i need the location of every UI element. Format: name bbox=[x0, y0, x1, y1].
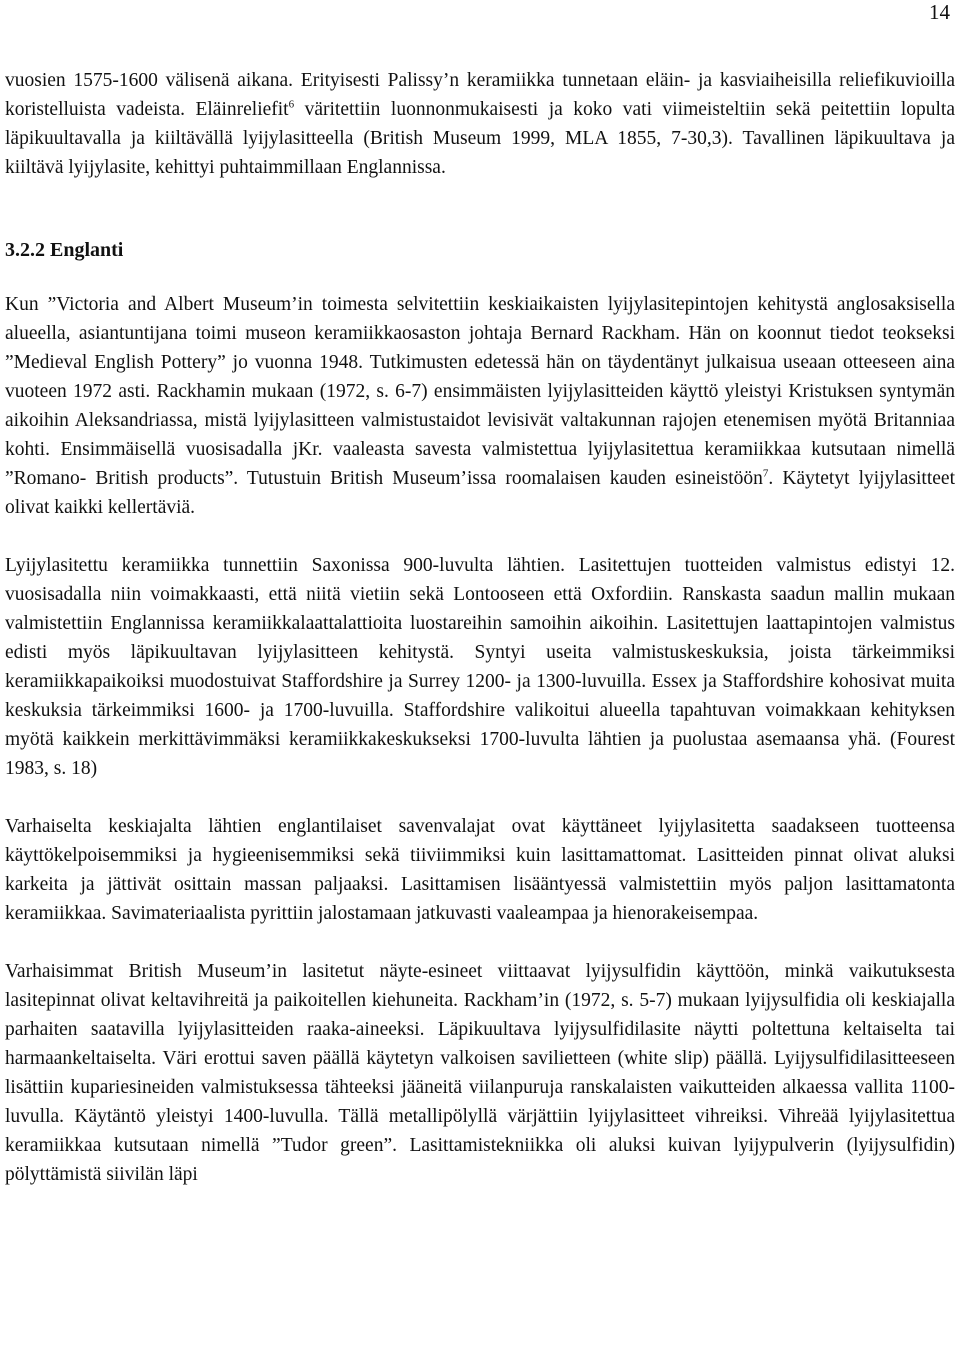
paragraph-palissy bbox=[5, 66, 955, 182]
document-body bbox=[5, 66, 955, 1189]
paragraph-text: Kun ”Victoria and Albert Museum’in toimesta selvitettiin keskiaikaisten lyijylasitepintojen kehitystä anglosaksisella alueella, asiantuntijana toimi museon keramiikkaosaston johtaja Bernard Rackham. Hän on koonnut tiedot teokseksi ”Medieval English Pottery” jo vuonna 1948. Tutkimusten edetessä hän on täydentänyt julkaisua useaan otteeseen aina vuoteen 1972 asti. Rackhamin mukaan (1972, s. 6-7) ensimmäisten lyijylasitteiden käyttö yleistyi Kristuksen syntymän aikoihin Aleksandriassa, mistä lyijylasitteen valmistustaidot levisivät valtakunnan rajojen etenemisen myötä Britanniaa kohti. Ensimmäisellä vuosisadalla jKr. vaaleasta savesta valmistettua lyijylasitettua keramiikkaa kutsutaan nimellä ”Romano- British products”. Tutustuin British Museum’issa roomalaisen kauden esineistöön bbox=[5, 294, 955, 489]
footnote-ref-6: 6 bbox=[288, 98, 295, 111]
footnote-ref-7: 7 bbox=[762, 467, 769, 480]
paragraph-text: vuosien 1575-1600 välisenä aikana. Erityisesti Palissy’n keramiikka tunnetaan eläin- ja kasviaiheisilla reliefikuvioilla koristelluista vadeista. Eläinreliefit bbox=[5, 70, 955, 120]
paragraph-saxon: Lyijylasitettu keramiikka tunnettiin Saxonissa 900-luvulta lähtien. Lasitettujen tuotteiden valmistus edistyi 12. vuosisadalla niin voimakkaasti, että niitä vietiin sekä Lontooseen että Oxfordiin. Ranskasta saadun mallin mukaan valmistettiin Englannissa keramiikkalaattalattioita luostareihin samoihin aikoihin. Lasitettujen laattapintojen valmistus edisti myös läpikuultavan lyijylasitteen kehitystä. Syntyi useita valmistuskeskuksia, joista tärkeimmiksi keramiikkapaikoiksi muodostuivat Staffordshire ja Surrey 1200- ja 1300-luvuilla. Essex ja Staffordshire kohosivat muita keskuksia tärkeimmiksi 1600- ja 1700-luvuilla. Staffordshire valikoitui alueella tapahtuvan voimakkaan kehityksen myötä kaikkein merkittävimmäksi keramiikkakeskukseksi 1700-luvulta lähtien ja puolustaa asemaansa yhä. (Fourest 1983, s. 18) bbox=[5, 555, 955, 779]
section-heading: 3.2.2 Englanti bbox=[5, 239, 124, 261]
page-number: 14 bbox=[929, 0, 950, 24]
paragraph-early-middle-ages: Varhaiselta keskiajalta lähtien englantilaiset savenvalajat ovat käyttäneet lyijylasitetta saadakseen tuotteensa käyttökelpoisemmiksi ja hygieenisemmiksi sekä tiiviimmiksi kuin lasittamattomat. Lasitteiden pinnat olivat aluksi karkeita ja jättivät osittain massan paljaaksi. Lasittamisen lisääntyessä valmistettiin myös paljon lasittamatonta keramiikkaa. Savimateriaalista pyrittiin jalostamaan jatkuvasti vaaleampaa ja hienorakeisempaa. bbox=[5, 816, 955, 924]
paragraph-rackham bbox=[5, 290, 955, 522]
paragraph-lead-sulfide: Varhaisimmat British Museum’in lasitetut näyte-esineet viittaavat lyijysulfidin käyttöön, minkä vaikutuksesta lasitepinnat olivat keltavihreitä ja paikoitellen kiehuneita. Rackham’in (1972, s. 5-7) mukaan lyijysulfidia oli keskiajalla parhaiten saatavilla lyijylasitteiden raaka-aineeksi. Läpikuultava lyijysulfidilasite näytti poltettuna keltaiselta tai harmaankeltaiselta. Väri erottui saven päällä käytetyn valkoisen savilietteen (white slip) päällä. Lyijysulfidilasitteeseen lisättiin kupariesineiden valmistuksessa tähteeksi jääneitä viilanpuruja ranskalaisten vaikutteiden alkaessa vallita 1100-luvulla. Käytäntö yleistyi 1400-luvulla. Tällä metallipölyllä värjättiin lyijylasitteet vihreiksi. Vihreää lyijylasitettua keramiikkaa kutsutaan nimellä ”Tudor green”. Lasittamistekniikka oli aluksi kuivan lyijypulverin (lyijysulfidin) pölyttämistä siivilän läpi bbox=[5, 961, 955, 1185]
paragraph-text: . Käytetyt lyijylasitteet olivat kaikki kellertäviä. bbox=[5, 468, 955, 518]
paragraph-text: väritettiin luonnonmukaisesti ja koko vati viimeisteltiin sekä peitettiin lopulta läpikuultavalla ja kiiltävällä lyijylasitteella (British Museum 1999, MLA 1855, 7-30,3). Tavallinen läpikuultava ja kiiltävä lyijylasite, kehittyi puhtaimmillaan Englannissa. bbox=[5, 99, 956, 178]
